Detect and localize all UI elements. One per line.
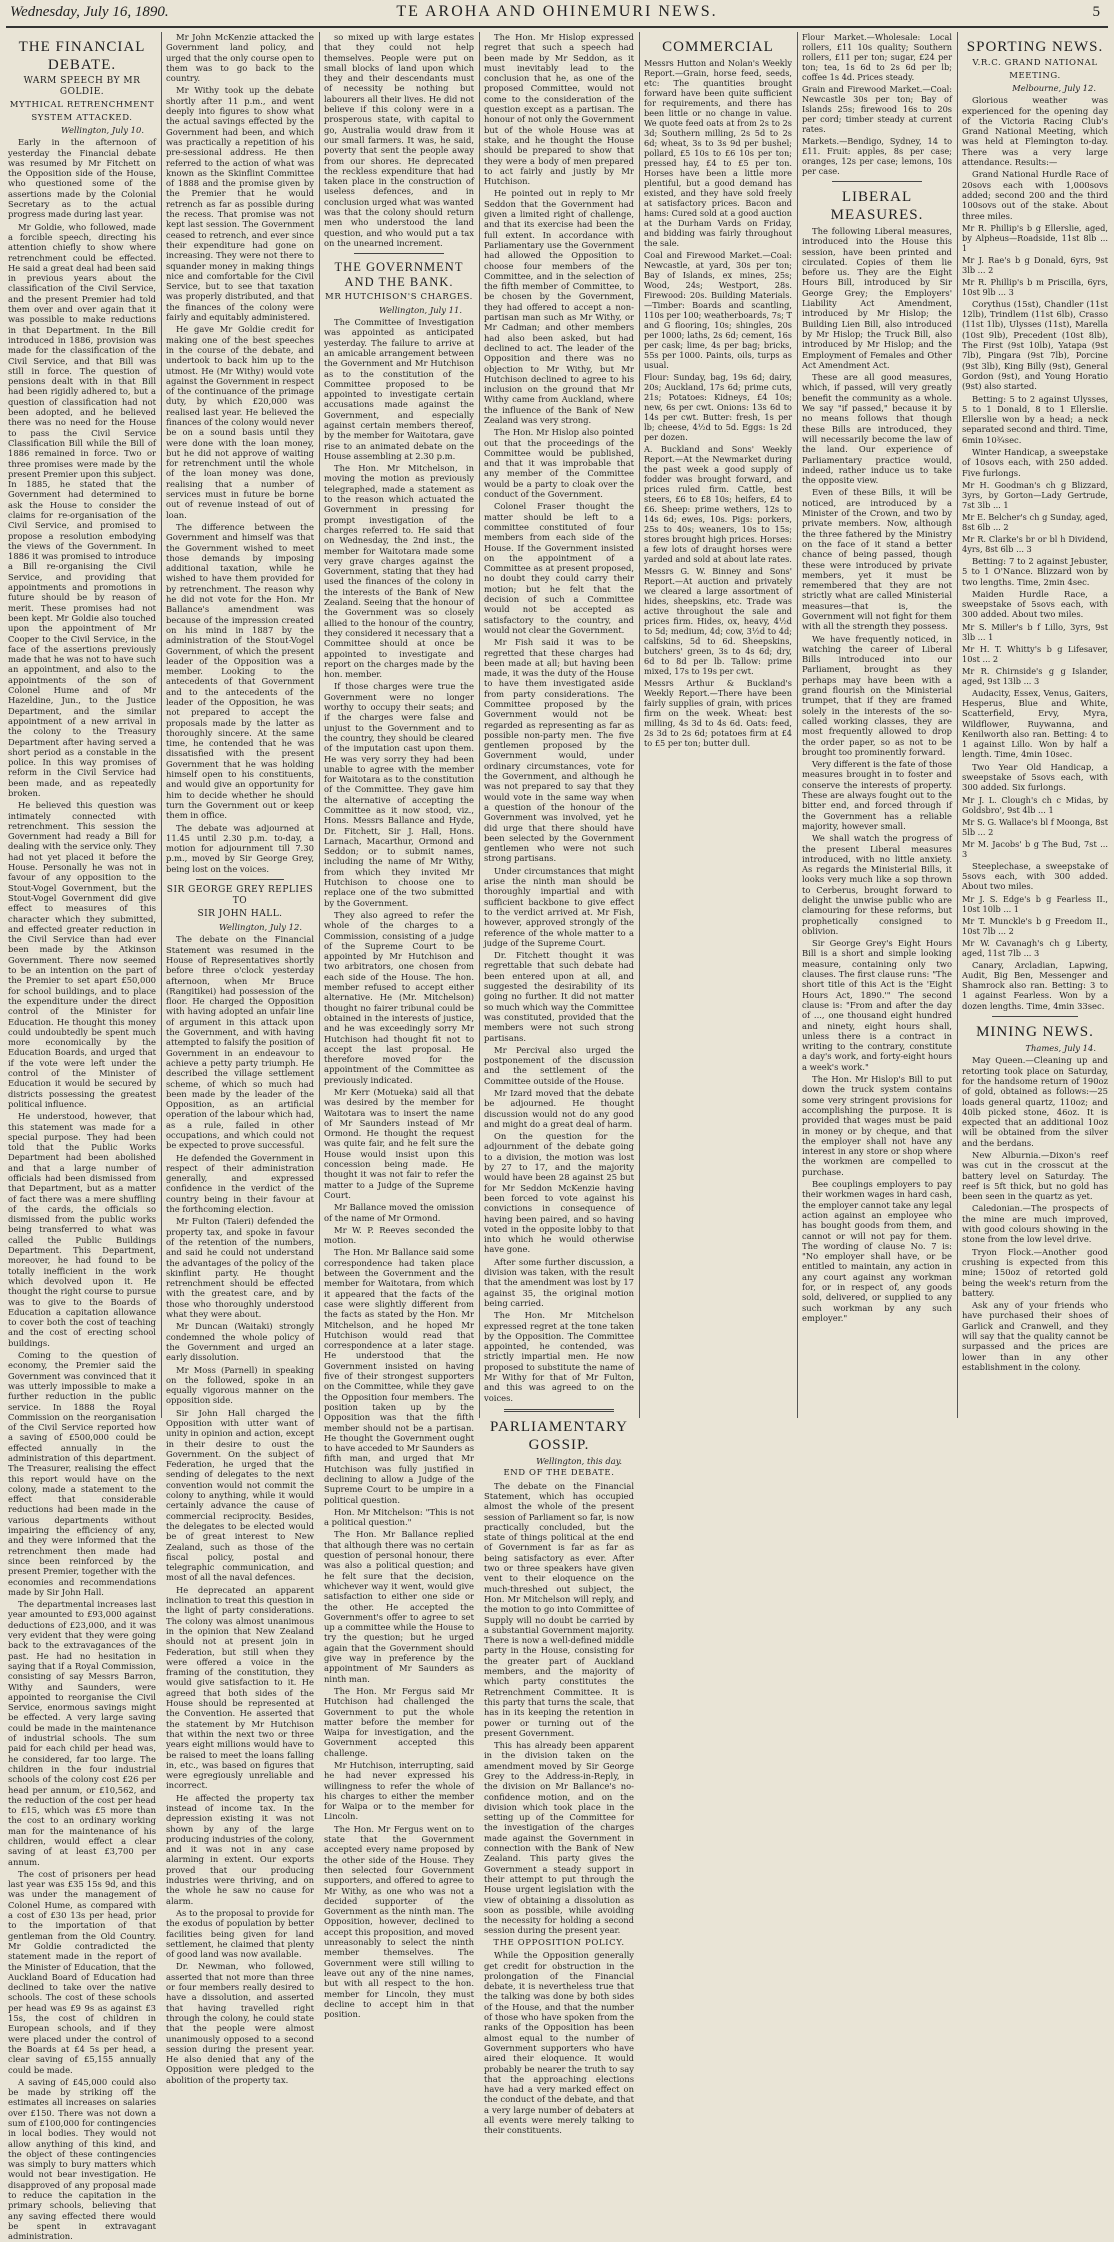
liberal-measures-heading: LIBERAL MEASURES. <box>830 189 924 223</box>
column-rule <box>797 32 798 1418</box>
paragraph: He deprecated an apparent inclination to treat this question in the light of party considerations. The colony was almost unanimous in the opinion that New Zealand should not at present join in Federation, but still when they were offered a voice in the framing of the constitution, they would give satisfaction to it. He agreed that both sides of the House should be represented at the Convention. He asserted that the statement by Mr Hutchison that within the next two or three years eight millions would have to be raised to meet the loans falling in, etc., was based on figures that were egregiously unreliable and incorrect. <box>166 1584 314 1791</box>
paragraph: The Hon. Mr Ballance said some correspondence had taken place between the Government and the member for Waitotara, from which it appeared that the facts of the case were slightly different from the facts as stated by the Hon. Mr Mitchelson, and he hoped Mr Hutchison would read that correspondence at a later stage. He understood that the Government insisted on having five of their strongest supporters on the Committee, while they gave the Opposition four members. The position taken up by the Opposition was that the fifth member should not be a partisan. He thought the Government ought to have acceded to Mr Saunders as fifth man, and urged that Mr Hutchison was fully justified in declining to allow a Judge of the Supreme Court to be umpire in a political question. <box>324 1247 474 1505</box>
paragraph: He affected the property tax instead of income tax. In the depression existing it was not shown by any of the large producing industries of the colony, and it was not in any case alarming in extent. Our exports proved that our producing industries were thriving, and on the whole he saw no cause for alarm. <box>166 1792 314 1906</box>
paragraph: The Hon. Mr Fergus said Mr Hutchison had challenged the Government to put the whole matter before the member for Waipa for investigation, and the Government accepted this challenge. <box>324 1685 474 1758</box>
race-result: Mr E. Belcher's ch g Sunday, aged, 8st 6lb ... 2 <box>962 511 1108 532</box>
paragraph: The debate was adjourned at 11.45 until 2.30 p.m. to-day, a motion for adjournment till 7.30 p.m., moved by Sir George Grey, being lost on the voices. <box>166 822 314 874</box>
race-result: Mr J. L. Clough's ch c Midas, by Goldsbro', 9st 4lb ... 1 <box>962 794 1108 815</box>
race-result: Mr R. Phillip's b m Priscilla, 6yrs, 10st 9lb ... 3 <box>962 276 1108 297</box>
paragraph: Hon. Mr Mitchelson: "This is not a political question." <box>324 1506 474 1528</box>
column-rule <box>319 32 320 1418</box>
race-result: Mr J. S. Edge's b g Fearless II., 10st 10lb ... 1 <box>962 893 1108 914</box>
paragraph: As to the proposal to provide for the exodus of population by better facilities being given for land settlement, he claimed that plenty of good land was now available. <box>166 1907 314 1960</box>
paragraph: Messrs Arthur & Buckland's Weekly Report.—There have been fairly supplies of grain, with prices firm on the week. Wheat: best milling, 4s 3d to 4s 6d. Oats: feed, 2s 3d to 2s 6d; potatoes firm at £4 to £5 per ton; butter dull. <box>644 678 792 748</box>
paragraph: The Hon. Mr Mitchelson, in moving the motion as previously telegraphed, made a statement as to the reason which actuated the Government in pressing for prompt investigation of the charges referred to. He said that on Wednesday, the 2nd inst., the member for Waitotara made some very grave charges against the Government, stating that they had used the finances of the colony in the interests of the Bank of New Zealand. Seeing that the honour of the Government was so closely allied to the honour of the country, they considered it necessary that a Committee should at once be appointed to investigate and report on the charges made by the hon. member. <box>324 463 474 680</box>
paragraph: A. Buckland and Sons' Weekly Report.—At the Newmarket during the past week a good supply of fodder was brought forward, and prices ruled firm. Cattle, best steers, £6 to £8 10s; heifers, £4 to £6. Sheep: prime wethers, 12s to 14s 6d; ewes, 10s. Pigs: porkers, 25s to 40s; weaners, 10s to 15s; stores brought high prices. Horses: a few lots of draught horses were yarded and sold at about late rates. <box>644 444 792 564</box>
paragraph: These are all good measures, which, if passed, will very greatly benefit the community as a whole. We say "if passed," because it by no means follows that though these Bills are introduced, they will necessarily become the law of the land. Our experience of Parliamentary practice would, indeed, rather induce us to take the opposite view. <box>802 372 952 486</box>
issue-date: Wednesday, July 16, 1890. <box>10 4 169 20</box>
race-result: Mr H. Goodman's ch g Blizzard, 3yrs, by Gorton—Lady Gertrude, 7st 3lb ... 1 <box>962 479 1108 510</box>
column-1 <box>8 32 156 2242</box>
paragraph: Corythus (15st), Chandler (11st 12lb), Trindlem (11st 6lb), Crasso (11st 1lb), Ulysses (11st), Marella (10st 9lb), Precedent (10st 8lb), The First (9st 10lb), Yatapa (9st 7lb), Pingara (9st 7lb), Porcine (9st 3lb), King Billy (9st), General Gordon (9st), and Young Horatio (9st) also started. <box>962 298 1108 392</box>
article-subheading: THE OPPOSITION POLICY. <box>493 1937 625 1948</box>
section-divider <box>504 1409 614 1412</box>
financial-debate-heading: THE FINANCIAL DEBATE. <box>18 39 146 73</box>
paragraph: After some further discussion, a division was taken, with the result that the amendment was lost by 17 against 35, the original motion being carried. <box>484 1256 634 1308</box>
article-subheading: MR HUTCHISON'S CHARGES. <box>325 292 473 303</box>
government-bank-heading: THE GOVERNMENT AND THE BANK. <box>334 260 464 290</box>
column-4 <box>484 32 635 2136</box>
paragraph: Markets.—Bendigo, Sydney, 14 to £11. Fruit: apples, 8s per case; oranges, 12s per case; lemons, 10s per case. <box>802 136 952 176</box>
article-subheading: END OF THE DEBATE. <box>503 1468 615 1479</box>
paragraph: Bee couplings employers to pay their workmen wages in hard cash, the employer cannot take any legal action against an employee who has bought goods from them, and cannot or will not pay for them. The wording of clause No. 7 is: "No employer shall have, or be entitled to maintain, any action in any court against any workman for, or in respect of, any goods sold, delivered, or supplied to any such workman by any such employer." <box>802 1179 952 1323</box>
article-subheading: SYSTEM ATTACKED. <box>31 112 133 123</box>
paragraph: Mr W. P. Reeves seconded the motion. <box>324 1224 474 1246</box>
paragraph: Steeplechase, a sweepstake of 5sovs each, with 300 added. About two miles. <box>962 860 1108 892</box>
mining-news-heading: MINING NEWS. <box>976 1024 1094 1041</box>
section-divider <box>196 879 284 880</box>
paragraph: He gave Mr Goldie credit for making one of the best speeches in the course of the debate, and undertook to back him up to the utmost. He (Mr Withy) would vote against the Government in respect of the continuance of the primage duty, by which £20,000 was realised last year. He believed the finances of the colony would never be on a sound basis until they were done with the loan money, but he did not approve of waiting for retrenchment until the whole of the loan money was done, realising that a number of services must in future be borne out of revenue instead of out of loan. <box>166 324 314 520</box>
paragraph: The Hon. Mr Fergus went on to state that the Government accepted every name proposed by the other side of the House. They then selected four Government supporters, and offered to agree to Mr Withy, as one who was not a decided supporter of the Government as the ninth man. The Opposition, however, declined to accept this proposition, and moved unreasonably to select the ninth member themselves. The Government were still willing to leave out any of the nine names, but with all respect to the hon. member for Lincoln, they must decline to accept him in that position. <box>324 1823 474 2020</box>
article-subheading: V.R.C. GRAND NATIONAL <box>972 58 1098 68</box>
paragraph: On the question for the adjournment of the debate going to a division, the motion was lost by 27 to 17, and the majority would have been 28 against 25 but for Mr Seddon McKenzie having been forced to vote against his convictions in consequence of having been paired, and so having voted in the opposite lobby to that into which he would otherwise have gone. <box>484 1131 634 1255</box>
paragraph: The difference between the Government and himself was that the Government wished to meet those demands by imposing additional taxation, while he wished to have them provided for by retrenchment. The reason why he did not vote for the Hon. Mr Ballance's amendment was because of the impression created on his mind in 1887 by the administration of the Stout-Vogel Government, of which the present leader of the Opposition was a member. Looking to the antecedents of that Government and to the antecedents of the leader of the Opposition, he was not prepared to accept the proposals made by the latter as thoroughly sincere. At the same time, he contended that he was dissatisfied with the present Government that he was holding himself open to his constituents, and would give an opportunity for him to decide whether he should turn the Government out or keep them in office. <box>166 521 314 821</box>
dateline: Wellington, July 12. <box>219 922 302 933</box>
paragraph: so mixed up with large estates that they could not help themselves. People were put on small blocks of land upon which they and their descendants must of necessity be nothing but labourers all their lives. He did not believe if this colony were in a prosperous state, with capital to go, Australia would draw from it our small farmers. It was, he said, poverty that sent the people away from our shores. He deprecated the reckless expenditure that had taken place in the construction of useless defences, and in conclusion urged what was wanted was that the colony should return men who understood the land question, and who would put a tax on the unearned increment. <box>324 32 474 248</box>
column-3 <box>324 32 474 2020</box>
race-result: Mr R. Chirnside's g g Islander, aged, 9st 13lb ... 3 <box>962 665 1108 686</box>
paragraph: Canary, Arcladian, Lapwing, Audit, Big Ben, Messenger and Shamrock also ran. Betting: 3 to 1 against Fearless. Won by a dozen lengths. Time, 4min 33sec. <box>962 959 1108 1011</box>
paragraph: Maiden Hurdle Race, a sweepstake of 5sovs each, with 300 added. About two miles. <box>962 588 1108 620</box>
race-result: Mr J. Rae's b g Donald, 6yrs, 9st 3lb ... 2 <box>962 254 1108 275</box>
paragraph: This has already been apparent in the division taken on the amendment moved by Sir George Grey to the Address-in-Reply, in the division on Mr Ballance's no-confidence motion, and on the division which took place in the setting up of the Committee for the investigation of the charges made against the Government in connection with the Bank of New Zealand. This party gives the Government a steady support in their attempt to put through the House urgent legislation with the view of obtaining a dissolution as soon as possible, while avoiding the necessity for holding a second session during the present year. <box>484 1740 634 1936</box>
paragraph: Mr Duncan (Waitaki) strongly condemned the whole policy of the Government and urged an early dissolution. <box>166 1321 314 1363</box>
paragraph: New Alburnia.—Dixon's reef was cut in the crosscut at the battery level on Saturday. The reef is 5ft thick, but no gold has been seen in the quartz as yet. <box>962 1150 1108 1202</box>
paragraph: Two Year Old Handicap, a sweepstake of 5sovs each, with 300 added. Six furlongs. <box>962 761 1108 793</box>
paragraph: May Queen.—Cleaning up and retorting took place on Saturday, for the handsome return of 190oz of gold, obtained as follows:—25 loads general quartz, 110oz; and 40lb picked stone, 46oz. It is expected that an additional 10oz will be obtained from the silver and the berdans. <box>962 1055 1108 1148</box>
paragraph: Grand National Hurdle Race of 20sovs each with 1,000sovs added; second 200 and the third 100sovs out of the stake. About three miles. <box>962 169 1108 221</box>
paragraph: Sir George Grey's Eight Hours Bill is a short and simple looking measure, containing only two clauses. The first clause runs: "The short title of this Act is the 'Eight Hours Act, 1890.'" The second clause is: "From and after the day of ..., one thousand eight hundred and ninety, eight hours shall, unless there is a contract in writing to the contrary, constitute a day's work, and forty-eight hours a week's work." <box>802 938 952 1072</box>
paragraph: Mr Kerr (Motueka) said all that was desired by the member for Waitotara was to insert the name of Mr Saunders instead of Mr Ormond. He thought the request was quite fair, and he felt sure the House would insist upon this concession being made. He thought it was not fair to refer the matter to a Judge of the Supreme Court. <box>324 1087 474 1200</box>
paragraph: Mr Fulton (Taieri) defended the property tax, and spoke in favour of the retention of the numbers, and said he could not understand the advantages of the policy of the skinflint party. He thought retrenchment should be effected with the greatest care, and by those who thoroughly understood what they were about. <box>166 1216 314 1320</box>
paragraph: Betting: 7 to 2 against Jebuster, 5 to 1 O'Nance. Blizzard won by two lengths. Time, 2min 4sec. <box>962 555 1108 587</box>
sporting-news-heading: SPORTING NEWS. <box>966 39 1104 55</box>
column-rule <box>479 32 480 1418</box>
article-subheading: MEETING. <box>1009 70 1061 81</box>
race-result: Mr S. G. Wallace's bl f Moonga, 8st 5lb ... 2 <box>962 816 1108 837</box>
paragraph: He understood, however, that this statement was made for a special purpose. They had been told that the Public Works Department had been abolished and that a large number of officials had been dismissed from that Department, but as a matter of fact there was a mere shuffling of the cards, the officials so dismissed from the public works being transferred to what was called the Public Buildings Department. This Department, moreover, he had found to be totally inefficient in the work which devolved upon it. He thought the right course to pursue was to give to the Boards of Education a capitation allowance to cover both the cost of teaching and the cost of erecting school buildings. <box>8 1111 156 1348</box>
masthead <box>6 0 1108 28</box>
column-7 <box>962 32 1108 1418</box>
section-divider <box>354 253 444 254</box>
column-2 <box>166 32 314 2085</box>
paragraph: Coal and Firewood Market.—Coal: Newcastle, at yard, 30s per ton; Bay of Islands, ex mines, 25s; Wood, 24s; Westport, 28s. Firewood: 20s. Building Materials.—Timber: Boards and scantling, 110s per 100; weatherboards, 7s; T and G flooring, 10s; shingles, 20s per 1000; laths, 2s 6d; cement, 16s per cask; lime, 4s per bag; bricks, 55s per 1000. Paints, oils, turps as usual. <box>644 250 792 370</box>
column-rule <box>639 32 640 1418</box>
grey-replies-heading-2: SIR JOHN HALL. <box>197 909 283 920</box>
race-result: Mr H. T. Whitty's b g Lifesaver, 10st ... 2 <box>962 643 1108 664</box>
paragraph: Very different is the fate of those measures brought in to foster and conserve the interests of property. These are always fought out to the bitter end, and forced through if the Government has a reliable majority, however small. <box>802 759 952 831</box>
paragraph: Caledonian.—The prospects of the mine are much improved, with good colours showing in the stone from the low level drive. <box>962 1203 1108 1245</box>
paragraph: Winter Handicap, a sweepstake of 10sovs each, with 250 added. Five furlongs. <box>962 447 1108 478</box>
paragraph: While the Opposition generally get credit for obstruction in the prolongation of the Financial debate, it is nevertheless true that the talking was done by both sides of the House, and that the number of those who have spoken from the ranks of the Opposition has been almost equal to the number of Government supporters who have aired their eloquence. It would probably be nearer the truth to say that the approaching elections have had a very marked effect on the conduct of the debate, and that a very large number of debaters at all events were merely talking to their constituents. <box>484 1950 635 2136</box>
paragraph: The Hon. Mr Mitchelson expressed regret at the tone taken by the Opposition. The Committee appointed, he contended, was strictly impartial men. He now proposed to substitute the name of Mr Withy for that of Mr Fulton, and this was agreed to on the voices. <box>484 1310 634 1403</box>
race-result: Mr R. Phillip's b g Ellerslie, aged, by Alpheus—Roadside, 11st 8lb ... 1 <box>962 222 1108 253</box>
column-6 <box>802 32 952 1418</box>
paragraph: Mr Percival also urged the postponement of the discussion and the settlement of the Committee outside of the House. <box>484 1044 634 1086</box>
dateline: Wellington, July 11. <box>379 304 462 315</box>
paragraph: The departmental increases last year amounted to £93,000 against deductions of £23,000, and it was very evident that they were going back to the extravagances of the past. He had no hesitation in saying that if a Royal Commission, consisting of say Messrs Barron, Withy and Saunders, were appointed to reorganise the Civil Service, enormous savings might be effected. A very large saving could be made in the maintenance of industrial schools. The sum paid for each child per head was, he considered, far too large. The children in the four industrial schools of the colony cost £26 per head per annum, or £10,562, and the reduction of the cost per head to £15, which was £5 more than the cost to an ordinary working man for the maintenance of his children, would effect a clear saving of at least £3,700 per annum. <box>8 1599 156 1867</box>
paragraph: A saving of £45,000 could also be made by striking off the estimates all increases on salaries over £150. There was not down a sum of £100,000 for contingencies in local bodies. They would not allow anything of this kind, and the object of these contingencies was simply to bury matters which would not bear investigation. He disapproved of any proposal made to reduce the capitation in the primary schools, believing that any saving effected there would be spent in extravagant administration. <box>8 2076 156 2242</box>
paragraph: Dr. Newman, who followed, asserted that not more than three or four members really desired to have a dissolution, and asserted that having travelled right through the colony, he could state that the people were almost unanimously opposed to a second session during the present year. He also denied that any of the Opposition were pledged to the abolition of the property tax. <box>166 1961 314 2085</box>
paragraph: Grain and Firewood Market.—Coal: Newcastle 30s per ton; Bay of Islands 25s; firewood 16s to 20s per cord; timber steady at current rates. <box>802 84 952 134</box>
paragraph: The Hon. Mr Hislop's Bill to put down the truck system contains some very stringent provisions for accomplishing the purpose. It is provided that wages must be paid in money or by cheque, and that the employer shall not have any interest in any store or shop where the workmen are compelled to purchase. <box>802 1074 952 1177</box>
dateline: Wellington, July 10. <box>61 125 144 135</box>
page-number: 5 <box>1092 4 1100 20</box>
paragraph: The debate on the Financial Statement was resumed in the House of Representatives shortly before three o'clock yesterday afternoon, when Mr Bruce (Rangitikei) had possession of the floor. He charged the Opposition with having adopted an unfair line of argument in this attack upon the Government, and with having attempted to falsify the position of Government in an endeavour to achieve a petty party triumph. He described the village settlement scheme, of which so much had been made by the leader of the Opposition, as an artificial operation of the labour which had, as a rule, failed in other occupations, and which could not be expected to prove successful. <box>166 934 314 1151</box>
paragraph: Mr Withy took up the debate shortly after 11 p.m., and went deeply into figures to show what the actual savings effected by the Government had been, and which was practically a repetition of his pre-sessional address. He then referred to the action of what was known as the Skinflint Committee of 1888 and the promise given by the Premier that he would retrench as far as possible during the recess. That promise was not kept last session. The Government ceased to retrench, and ever since their expenditure had gone on increasing. They were not there to squander money in making things nice and comfortable for the Civil Service, but to see that taxation was properly distributed, and that the finances of the colony were fairly and equitably administered. <box>166 85 314 323</box>
paragraph: The Committee of Investigation was appointed as anticipated yesterday. The failure to arrive at an amicable arrangement between the Government and Mr Hutchison as to the constitution of the Committee proposed to be appointed to investigate certain accusations made against the Government, and especially against certain members thereof, by the member for Waitotara, gave rise to an animated debate on the House assembling at 2.30 p.m. <box>324 317 474 461</box>
column-rule <box>161 32 162 1418</box>
paragraph: Messrs Hutton and Nolan's Weekly Report.—Grain, horse feed, seeds, etc: The quantities brought forward have been quite sufficient for requirements, and there has been little or no change in value. We quote feed oats at from 2s to 2s 3d; Southern milling, 2s 5d to 2s 6d; wheat, 3s to 3s 9d per bushel; pollard, £5 10s to £6 10s per ton; pressed hay, £4 to £5 per ton. Horses have been a little more plentiful, but a good demand has existed, and they have sold freely at satisfactory prices. Bacon and hams: Cured sold at a good auction at the Durham Vards on Friday, and bidding was fairly throughout the sale. <box>644 58 792 248</box>
paragraph: He defended the Government in respect of their administration generally, and expressed confidence in the verdict of the country being in their favour at the forthcoming election. <box>166 1152 314 1215</box>
race-result: Mr S. Miller's b f Lillo, 3yrs, 9st 3lb ... 1 <box>962 621 1108 642</box>
paragraph: The debate on the Financial Statement, which has occupied almost the whole of the present session of Parliament so far, is now practically concluded, but the state of things political at the end of Government is far as far as being satisfactory as ever. After two or three speakers have given vent to their eloquence on the much-threshed out subject, the Hon. Mr Mitchelson will reply, and the motion to go into Committee of Supply will no doubt be carried by a substantial Government majority. There is now a well-defined middle party in the House, consisting for the greater part of Auckland members, and the majority of which party constitutes the Retrenchment Committee. It is this party that turns the scale, that has in its keeping the retention in power or turning out of the present Government. <box>484 1480 634 1738</box>
paragraph: Coming to the question of economy, the Premier said the Government was convinced that it was utterly impossible to make a further reduction in the public service. In 1888 the Royal Commission on the reorganisation of the Civil Service reported how a saving of £500,000 could be effected annually in the administration of this department. The Treasurer, realising the effect this report would have on the colony, made a statement to the effect that considerable reductions had been made in the various departments without impairing the efficiency of any, and they were informed that the retrenchment then made had since been reinforced by the present Premier, together with the economies and recommendations made by Sir John Hall. <box>8 1350 156 1597</box>
paragraph: Tryon Flock.—Another good crushing is expected from this mine; 150oz of retorted gold being the week's return from the battery. <box>962 1246 1108 1298</box>
paragraph: Colonel Fraser thought the matter should be left to a committee constituted of four members from each side of the House. If the Government insisted on the appointment of a Committee as at present proposed, no doubt they could carry their motion; but he felt that the decision of such a Committee would not be accepted as satisfactory to the country, and would not clear the Government. <box>484 501 634 635</box>
parliamentary-gossip-heading: PARLIAMENTARY GOSSIP. <box>490 1418 628 1453</box>
paragraph: Mr John McKenzie attacked the Government land policy, and urged that the only course open to them was to go back to the country. <box>166 32 314 84</box>
section-divider <box>832 181 922 182</box>
race-result: Mr R. Clarke's br or bl h Dividend, 4yrs, 8st 6lb ... 3 <box>962 533 1108 554</box>
dateline: Melbourne, July 12. <box>1012 83 1096 93</box>
section-divider <box>992 1016 1078 1017</box>
paragraph: The Hon. Mr Ballance replied that although there was no certain question of personal honour, there was also a political question; and he felt sure that the decision, whichever way it went, would give satisfaction to either one side or the other. He accepted the Government's offer to agree to set up a committee while the House to try the question; but he urged again that the Government should give way in preference by the appointment of Mr Saunders as ninth man. <box>324 1529 474 1684</box>
paragraph: The Hon. Mr Hislop also pointed out that the proceedings of the Committee would be published, and that it was improbable that any member of the Committee would be a party to cloak over the conduct of the Government. <box>484 427 634 500</box>
paragraph: They also agreed to refer the whole of the charges to a Commission, consisting of a judge of the Supreme Court to be appointed by Mr Hutchison and two arbitrators, one chosen from each side of the House. The hon. member refused to accept either alternative. He (Mr. Mitchelson) thought no fairer tribunal could be obtained in the interests of justice, and he was exceedingly sorry Mr Hutchison had thought fit not to accept the last proposal. He therefore moved for the appointment of the Committee as previously indicated. <box>324 909 474 1085</box>
paragraph: Mr Hutchison, interrupting, said he had never expressed his willingness to refer the whole of his charges to either the member for Waipa or to the member for Lincoln. <box>324 1760 474 1822</box>
column-5 <box>644 32 792 1418</box>
paragraph: Mr Izard moved that the debate be adjourned. He thought discussion would not do any good and might do a great deal of harm. <box>484 1087 634 1129</box>
paragraph: He pointed out in reply to Mr Seddon that the Government had given a limited right of challenge, and that its exercise had been the full extent. In accordance with Parliamentary use the Government had allowed the Opposition to choose four members of the Committee, and in the selection of the fifth member of Committee, to be chosen by the Government, they had offered to accept a non-partisan man such as Mr Withy, or Mr Cadman; and other members had also been asked, but had declined to act. The leader of the Opposition and there was no objection to Mr Withy, but Mr Hutchison declined to agree to his inclusion on the ground that Mr Withy came from Auckland, where the influence of the Bank of New Zealand was very strong. <box>484 188 634 425</box>
dateline: Wellington, this day. <box>536 1455 622 1466</box>
paragraph: Dr. Fitchett thought it was regrettable that such debate had been entered upon at all, and suggested the desirability of its going no further. It did not matter so much which way the Committee was constituted, provided that the members were not such strong partisans. <box>484 950 634 1043</box>
paragraph: Betting: 5 to 2 against Ulysses, 5 to 1 Donald, 8 to 1 Ellerslie. Ellerslie won by a head; a neck separated second and third. Time, 6min 10¾sec. <box>962 393 1108 445</box>
grey-replies-heading: SIR GEORGE GREY REPLIES TO <box>166 885 314 907</box>
paragraph: Mr Ballance moved the omission of the name of Mr Ormond. <box>324 1202 474 1223</box>
paragraph: The cost of prisoners per head last year was £35 15s 9d, and this was under the management of Colonel Hume, as compared with a cost of £30 13s per head, prior to the importation of that gentleman from the Old Country. Mr Goldie contradicted the statement made in the report of the Minister of Education, that the Auckland Board of Education had declined to take over the native schools. The cost of these schools per head was £9 9s as against £3 15s, the cost of children in European schools, and if they were placed under the control of the Boards at £4 5s per head, a clear saving of £5,155 annually could be made. <box>8 1868 156 2075</box>
race-result: Mr M. Jacobs' b g The Bud, 7st ... 3 <box>962 838 1108 859</box>
paragraph: Ask any of your friends who have purchased their shoes of Garlick and Cranwell, and they will say that the quality cannot be surpassed and the prices are lower than in any other establishment in the colony. <box>962 1300 1108 1372</box>
paragraph: He believed this question was intimately connected with retrenchment. This session the Government had ready a Bill for dealing with the service only. They had not yet placed it before the House. Personally he was not in favour of any opposition to the Stout-Vogel Government, but the Stout-Vogel Government did give effect to measures of this character which they submitted, and effected greater reduction in the Civil Service than had ever been made by the Atkinson Government. There now seemed to be an intention on the part of the Premier to set apart £50,000 for school buildings, and to place the expenditure under the direct control of the Minister for Education. He thought this money could undoubtedly be spent much more economically by the Education Boards, and urged that if the vote were left under the control of the Minister of Education it would be secured by districts possessing the greatest political influence. <box>8 800 156 1109</box>
paragraph: The Hon. Mr Hislop expressed regret that such a speech had been made by Mr Seddon, as it must inevitably lead to the conclusion that he, as one of the proposed Committee, would not come to the consideration of the question except as a partisan. The honour of not only the Government but of the whole House was at stake, and he thought the House should be prepared to show that they were a body of men prepared to act fairly and justly by Mr Hutchison. <box>484 32 634 187</box>
paragraph: Flour: Sunday, bag, 19s 6d; dairy, 20s; Auckland, 17s 6d; prime cuts, 21s; Potatoes: Kidneys, £4 10s; new, 6s per cwt. Onions: 13s 6d to 14s per cwt. Butter: fresh, 1s per lb; cheese, 4½d to 5d. Eggs: 1s 2d per dozen. <box>644 372 792 442</box>
paragraph: Under circumstances that might arise the ninth man should be thoroughly impartial and with sufficient backbone to give effect to the verdict arrived at. Mr Fish, however, approved strongly of the reference of the whole matter to a judge of the Supreme Court. <box>484 865 634 948</box>
commercial-heading: COMMERCIAL <box>662 39 774 55</box>
paragraph: Sir John Hall charged the Opposition with utter want of unity in opinion and action, except in their desire to oust the Government. On the subject of Federation, he urged that the sending of delegates to the next convention would not commit the colony to anything, while it would certainly advance the cause of commercial reciprocity. Besides, the delegates to be elected would be of great interest to New Zealand, such as those of the fiscal policy, postal and telegraphic communication, and most of all the naval defences. <box>166 1407 314 1583</box>
column-rule <box>957 32 958 1418</box>
race-result: Mr T. Munckle's b g Freedom II., 10st 7lb ... 2 <box>962 915 1108 936</box>
paragraph: If those charges were true the Government were no longer worthy to occupy their seats; and if the charges were false and unjust to the Government and to the country, they should be cleared of the imputation cast upon them. He was very sorry they had been unable to agree with the member for Waitotara as to the constitution of the Committee. They gave him the alternative of accepting the Committee as it now stood, viz., Hons. Messrs Ballance and Hyde, Dr. Fitchett, Sir J. Hall, Hons. Larnach, Macarthur, Ormond and Seddon; or to submit names, including the name of Mr Withy, from which they invited Mr Hutchison to choose one to replace one of the two submitted by the Government. <box>324 681 474 908</box>
race-result: Mr W. Cavanagh's ch g Liberty, aged, 11st 7lb ... 3 <box>962 937 1108 958</box>
paragraph: Mr Fish said it was to be regretted that these charges had been made at all; but having been made, it was the duty of the House to have them investigated aside from party considerations. The Committee proposed by the Government would not be regarded as representing as far as possible non-party men. The five gentlemen proposed by the Government would, under ordinary circumstances, vote for the Government, and although he was not prepared to say that they would vote in the same way when a question of the honour of the Government was involved, yet he did urge that there should have been selected by the Government gentlemen who were not such strong partisans. <box>484 637 634 864</box>
paragraph: Early in the afternoon of yesterday the Financial debate was resumed by Mr Fitchett on the Opposition side of the House, who questioned some of the assertions made by the Colonial Secretary as to the actual progress made during last year. <box>8 137 156 220</box>
paragraph: We have frequently noticed, in watching the career of Liberal Bills introduced into our Parliament, brought as they perhaps may have been with a grand flourish on the Ministerial trumpet, that if they are framed solely in the interests of the so-called working classes, they are most frequently allowed to drop the order paper, so as not to be brought too prominently forward. <box>802 633 952 757</box>
paragraph: Glorious weather was experienced for the opening day of the Victoria Racing Club's Grand National Meeting, which was held at Flemington to-day. There was a very large attendance. Results:— <box>962 95 1108 168</box>
paragraph: The following Liberal measures, introduced into the House this session, have been printed and circulated. Copies of them lie before us. They are the Eight Hours Bill, introduced by Sir George Grey; the Employers' Liability Act Amendment, introduced by Mr Hislop; the Building Lien Bill, also introduced by Mr Hislop; the Truck Bill, also introduced by Mr Hislop; and the Employment of Females and Other Act Amendment Act. <box>802 226 952 370</box>
article-subheading: MYTHICAL RETRENCHMENT <box>9 100 155 110</box>
paragraph: Even of these Bills, it will be noticed, are introduced by a Minister of the Crown, and two by private members. Now, although the three fathered by the Ministry on the face of it stand a better chance of being passed, though these were introduced by private members, yet it must be remembered that they are not strictly what are called Ministerial measures—that is, the Government will not fight for them with all the strength they possess. <box>802 487 952 632</box>
paragraph: Messrs G. W. Binney and Sons' Report.—At auction and privately we cleared a large assortment of hides, sheepskins, etc. Trade was active throughout the sale and prices firm. Hides, ox, heavy, 4½d to 5d; medium, 4d; cow, 3½d to 4d; calfskins, 5d to 6d. Sheepskins, butchers' green, 3s to 4s 6d; dry, 6d to 8d per lb. Tallow: prime mixed, 17s to 19s per cwt. <box>644 566 792 676</box>
dateline: Thames, July 14. <box>1025 1043 1096 1054</box>
paragraph: We shall watch the progress of the present Liberal measures introduced, with no little anxiety. As regards the Ministerial Bills, it looks very much like a sop thrown to Cerberus, brought forward to delight the unwise public who are clamouring for these reforms, but prophetically consigned to oblivion. <box>802 833 952 936</box>
paragraph: Flour Market.—Wholesale: Local rollers, £11 10s quality; Southern rollers, £11 per ton; sugar, £24 per ton; tea, 1s 6d to 2s 6d per lb; coffee 1s 4d. Prices steady. <box>802 32 952 82</box>
paragraph: Audacity, Essex, Venus, Gaiters, Hesperus, Blue and White, Scatterfield, Ervy, Myra, Wildflower, Ruywanna, and Kenilworth also ran. Betting: 4 to 1 against Lillo. Won by half a length. Time, 4min 10sec. <box>962 687 1108 760</box>
paragraph: Mr Moss (Parnell) in speaking on the followed, spoke in an equally vigorous manner on the opposition side. <box>166 1364 314 1406</box>
article-subheading: WARM SPEECH BY MR GOLDIE. <box>23 76 141 97</box>
newspaper-title: TE AROHA AND OHINEMURI NEWS. <box>396 3 718 20</box>
paragraph: Mr Goldie, who followed, made a forcible speech, directing his attention chiefly to show where retrenchment could be effected. He said a great deal had been said in previous years about the classification of the Civil Service, and the present Premier had told them over and over again that it was possible to make reductions in that Department. In the Bill introduced in 1886, provision was made for the classification of the Civil Service, and that Bill was still in force. The question of pensions dealt with in that Bill had been rigidly adhered to, but a question of classification had not been adopted, and he believed there was no need for the House to pass the Civil Service Classification Bill while the Bill of 1886 remained in force. Two or three promises were made by the present Premier upon this subject. In 1885, he stated that the Government had determined to ask the House to consider the claims for re-organisation of the Civil Service, and promised to propose a resolution embodying the views of the Government. In 1886 it was promised to introduce a Bill re-organising the Civil Service, and providing that appointments and promotions in future should be by reason of merit. These promises had not been kept. Mr Goldie also touched upon the appointment of Mr Cooper to the Civil Service, in the face of the assertions previously made that he was not to have such an appointment, and also to the appointments of the son of Colonel Hume and of Mr Hazeldine, Jun., to the Justice Department, and the similar appointment of a new arrival in the colony to the Treasury Department after having served a short period as a constable in the police. In this way promises of reform in the Civil Service had been made, and as repeatedly broken. <box>8 221 156 798</box>
